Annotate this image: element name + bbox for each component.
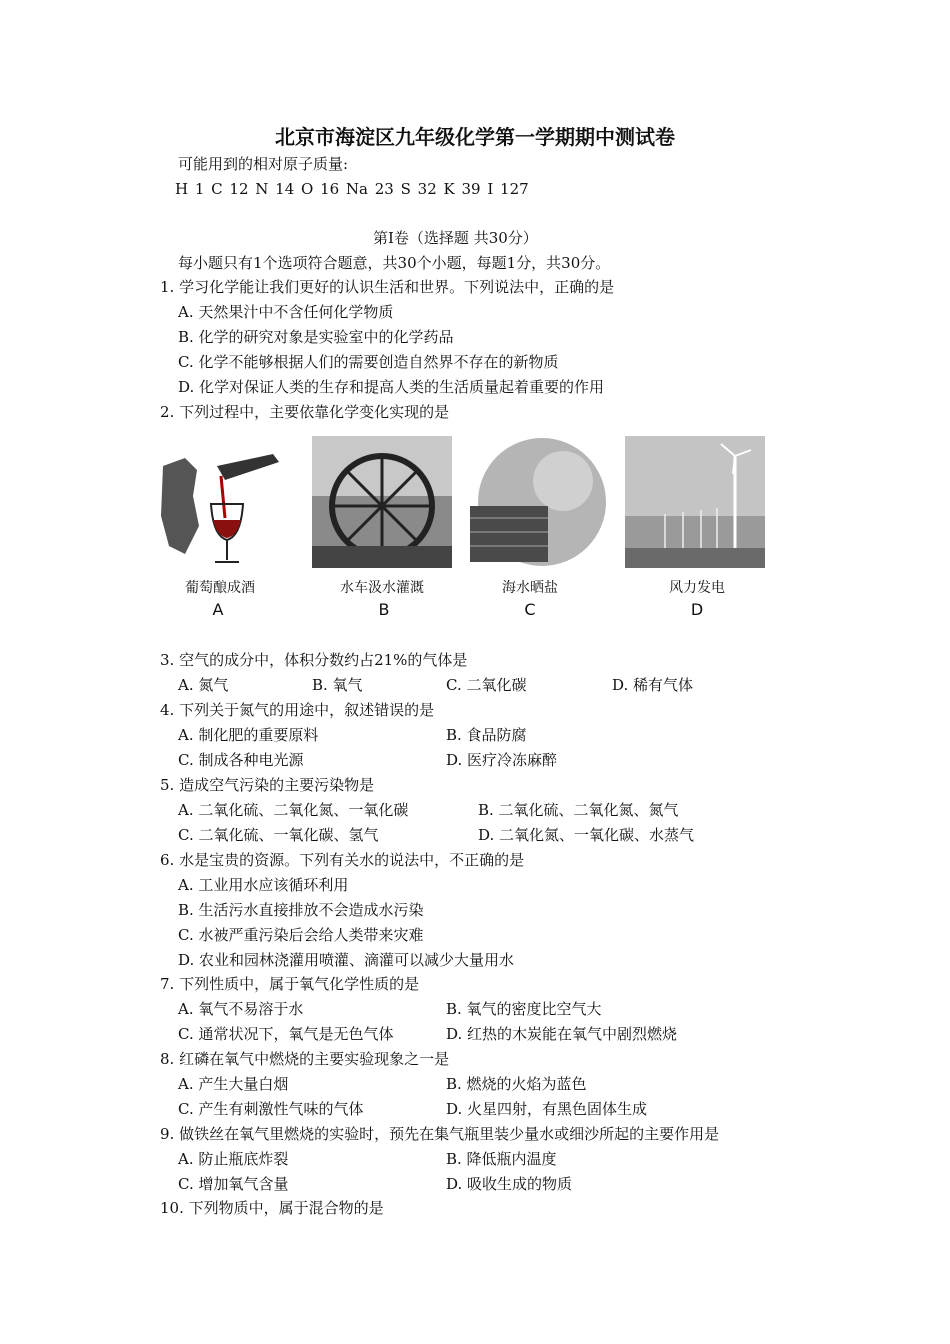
question-1-stem: 1. 学习化学能让我们更好的认识生活和世界。下列说法中，正确的是 [160, 278, 615, 296]
image-letter-c: C [524, 600, 536, 619]
question-9-option-d: D. 吸收生成的物质 [446, 1175, 573, 1193]
question-3-stem: 3. 空气的成分中，体积分数约占21%的气体是 [160, 651, 468, 669]
question-4-stem: 4. 下列关于氮气的用途中，叙述错误的是 [160, 701, 435, 719]
question-1-option-d: D. 化学对保证人类的生存和提高人类的生活质量起着重要的作用 [178, 378, 605, 396]
question-3-option-a: A. 氮气 [178, 676, 229, 694]
question-9-option-a: A. 防止瓶底炸裂 [178, 1150, 289, 1168]
question-10-stem: 10. 下列物质中，属于混合物的是 [160, 1199, 384, 1217]
question-6-stem: 6. 水是宝贵的资源。下列有关水的说法中，不正确的是 [160, 851, 525, 869]
question-3-option-b: B. 氧气 [312, 676, 363, 694]
question-8-option-a: A. 产生大量白烟 [178, 1075, 289, 1093]
image-letter-b: B [378, 600, 390, 619]
question-7-option-c: C. 通常状况下，氧气是无色气体 [178, 1025, 394, 1043]
question-1-option-a: A. 天然果汁中不含任何化学物质 [178, 303, 394, 321]
question-6-option-a: A. 工业用水应该循环利用 [178, 876, 349, 894]
image-letter-a: A [212, 600, 224, 619]
question-9-stem: 9. 做铁丝在氧气里燃烧的实验时，预先在集气瓶里装少量水或细沙所起的主要作用是 [160, 1125, 720, 1143]
wind-power-image [625, 436, 765, 568]
image-caption-b: 水车汲水灌溉 [340, 580, 424, 596]
question-4-option-b: B. 食品防腐 [446, 726, 527, 744]
question-7-option-a: A. 氧气不易溶于水 [178, 1000, 304, 1018]
question-5-option-a: A. 二氧化硫、二氧化氮、一氧化碳 [178, 801, 409, 819]
question-5-stem: 5. 造成空气污染的主要污染物是 [160, 776, 375, 794]
question-6-option-d: D. 农业和园林浇灌用喷灌、滴灌可以减少大量用水 [178, 951, 515, 969]
question-6-option-c: C. 水被严重污染后会给人类带来灾难 [178, 926, 424, 944]
question-7-option-b: B. 氧气的密度比空气大 [446, 1000, 602, 1018]
question-3-option-d: D. 稀有气体 [612, 676, 694, 694]
question-1-option-b: B. 化学的研究对象是实验室中的化学药品 [178, 328, 454, 346]
question-2-stem: 2. 下列过程中，主要依靠化学变化实现的是 [160, 403, 450, 421]
waterwheel-irrigation-image [312, 436, 452, 568]
question-4-option-d: D. 医疗冷冻麻醉 [446, 751, 558, 769]
atomic-mass-heading: 可能用到的相对原子质量: [178, 155, 349, 173]
question-7-option-d: D. 红热的木炭能在氧气中剧烈燃烧 [446, 1025, 678, 1043]
atomic-mass-list: H 1 C 12 N 14 O 16 Na 23 S 32 K 39 I 127 [175, 180, 529, 198]
image-caption-a: 葡萄酿成酒 [185, 580, 255, 596]
question-8-stem: 8. 红磷在氧气中燃烧的主要实验现象之一是 [160, 1050, 450, 1068]
question-5-option-d: D. 二氧化氮、一氧化碳、水蒸气 [478, 826, 695, 844]
image-caption-c: 海水晒盐 [502, 580, 558, 596]
question-9-option-c: C. 增加氧气含量 [178, 1175, 289, 1193]
question-3-option-c: C. 二氧化碳 [446, 676, 527, 694]
question-4-option-c: C. 制成各种电光源 [178, 751, 304, 769]
question-5-option-b: B. 二氧化硫、二氧化氮、氮气 [478, 801, 679, 819]
question-9-option-b: B. 降低瓶内温度 [446, 1150, 557, 1168]
image-caption-d: 风力发电 [669, 580, 725, 596]
document-title: 北京市海淀区九年级化学第一学期期中测试卷 [275, 125, 675, 149]
question-6-option-b: B. 生活污水直接排放不会造成水污染 [178, 901, 424, 919]
section-heading: 第Ⅰ卷（选择题 共30分） [373, 229, 538, 247]
image-letter-d: D [690, 600, 704, 619]
question-1-option-c: C. 化学不能够根据人们的需要创造自然界不存在的新物质 [178, 353, 559, 371]
question-8-option-d: D. 火星四射，有黑色固体生成 [446, 1100, 648, 1118]
question-8-option-b: B. 燃烧的火焰为蓝色 [446, 1075, 587, 1093]
question-8-option-c: C. 产生有刺激性气味的气体 [178, 1100, 364, 1118]
question-4-option-a: A. 制化肥的重要原料 [178, 726, 319, 744]
question-5-option-c: C. 二氧化硫、一氧化碳、氢气 [178, 826, 379, 844]
sea-salt-drying-image [468, 436, 608, 568]
wine-pouring-image [155, 436, 295, 568]
question-7-stem: 7. 下列性质中，属于氧气化学性质的是 [160, 975, 420, 993]
instructions: 每小题只有1个选项符合题意，共30个小题，每题1分，共30分。 [178, 254, 611, 272]
